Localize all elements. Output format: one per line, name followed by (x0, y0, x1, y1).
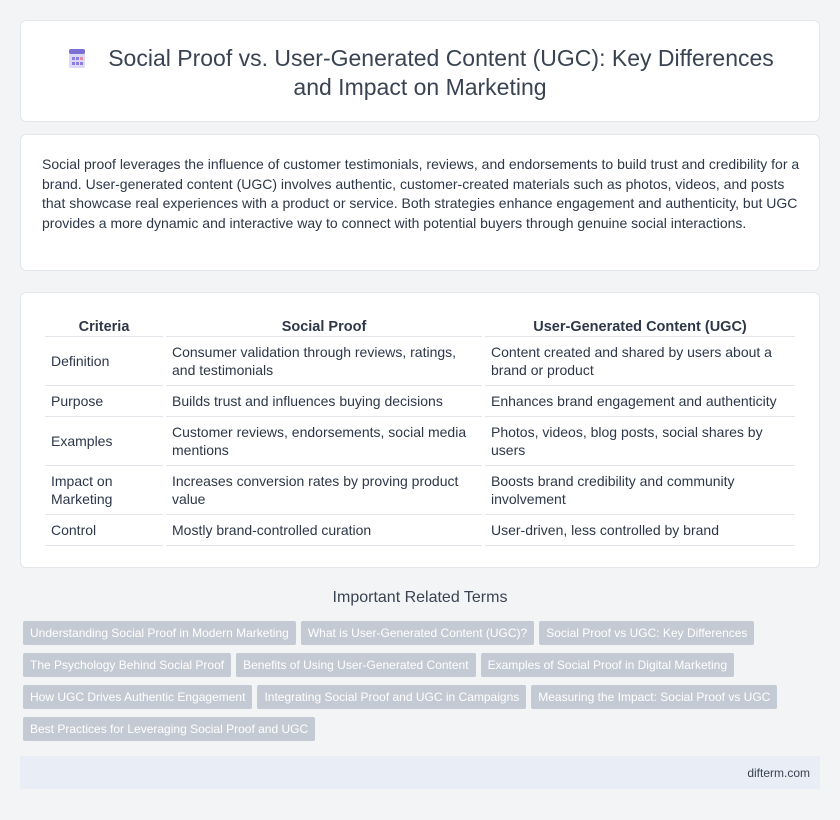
table-cell: Definition (45, 337, 163, 386)
table-cell: User-driven, less controlled by brand (485, 515, 795, 546)
table-cell: Customer reviews, endorsements, social media mentions (166, 417, 482, 466)
table-row (45, 515, 795, 546)
page-title: Social Proof vs. User-Generated Content (UGC): Key Differences and Impact on Marketing (108, 45, 774, 100)
page-title-wrap (21, 44, 819, 102)
related-term-link[interactable]: Benefits of Using User-Generated Content (236, 653, 475, 677)
table-cell: Content created and shared by users about a brand or product (485, 337, 795, 386)
related-term-link[interactable]: Understanding Social Proof in Modern Marketing (23, 621, 296, 645)
related-term-link[interactable]: Measuring the Impact: Social Proof vs UGC (531, 685, 777, 709)
table-cell: Mostly brand-controlled curation (166, 515, 482, 546)
table-cell: Boosts brand credibility and community involvement (485, 466, 795, 515)
table-cell: Consumer validation through reviews, ratings, and testimonials (166, 337, 482, 386)
related-term-link[interactable]: What is User-Generated Content (UGC)? (301, 621, 534, 645)
title-card (20, 20, 820, 122)
table-cell: Photos, videos, blog posts, social shares by users (485, 417, 795, 466)
column-header-social-proof: Social Proof (166, 315, 482, 337)
table-cell: Increases conversion rates by proving product value (166, 466, 482, 515)
related-terms-list (23, 621, 803, 749)
table-cell: Builds trust and influences buying decisions (166, 386, 482, 417)
table-cell: Examples (45, 417, 163, 466)
table-row (45, 417, 795, 466)
table-cell: Impact on Marketing (45, 466, 163, 515)
table-row (45, 337, 795, 386)
column-header-ugc: User-Generated Content (UGC) (485, 315, 795, 337)
footer-bar (20, 756, 820, 789)
related-term-link[interactable]: Social Proof vs UGC: Key Differences (539, 621, 754, 645)
table-header-row (45, 315, 795, 337)
table-cell: Control (45, 515, 163, 546)
table-cell: Purpose (45, 386, 163, 417)
related-term-link[interactable]: How UGC Drives Authentic Engagement (23, 685, 252, 709)
document-grid-icon (66, 47, 88, 69)
related-term-link[interactable]: Examples of Social Proof in Digital Marketing (481, 653, 734, 677)
related-term-link[interactable]: Best Practices for Leveraging Social Proof and UGC (23, 717, 315, 741)
related-term-link[interactable]: Integrating Social Proof and UGC in Campaigns (257, 685, 526, 709)
table-cell: Enhances brand engagement and authenticity (485, 386, 795, 417)
intro-card (20, 134, 820, 271)
table-row (45, 466, 795, 515)
related-terms-heading: Important Related Terms (332, 589, 508, 606)
intro-paragraph: Social proof leverages the influence of customer testimonials, reviews, and endorsements to build trust and credibility for a brand. User-generated content (UGC) involves authentic, customer-created materials such as photos, videos, and posts that showcase real experiences with a product or service. Both strategies enhance engagement and authenticity, but UGC provides a more dynamic and interactive way to connect with potential buyers through genuine social interactions. (42, 156, 800, 231)
related-term-link[interactable]: The Psychology Behind Social Proof (23, 653, 231, 677)
column-header-criteria: Criteria (45, 315, 163, 337)
footer-site-link[interactable]: difterm.com (747, 766, 810, 780)
table-row (45, 386, 795, 417)
comparison-table (42, 315, 798, 546)
comparison-table-card (20, 292, 820, 568)
